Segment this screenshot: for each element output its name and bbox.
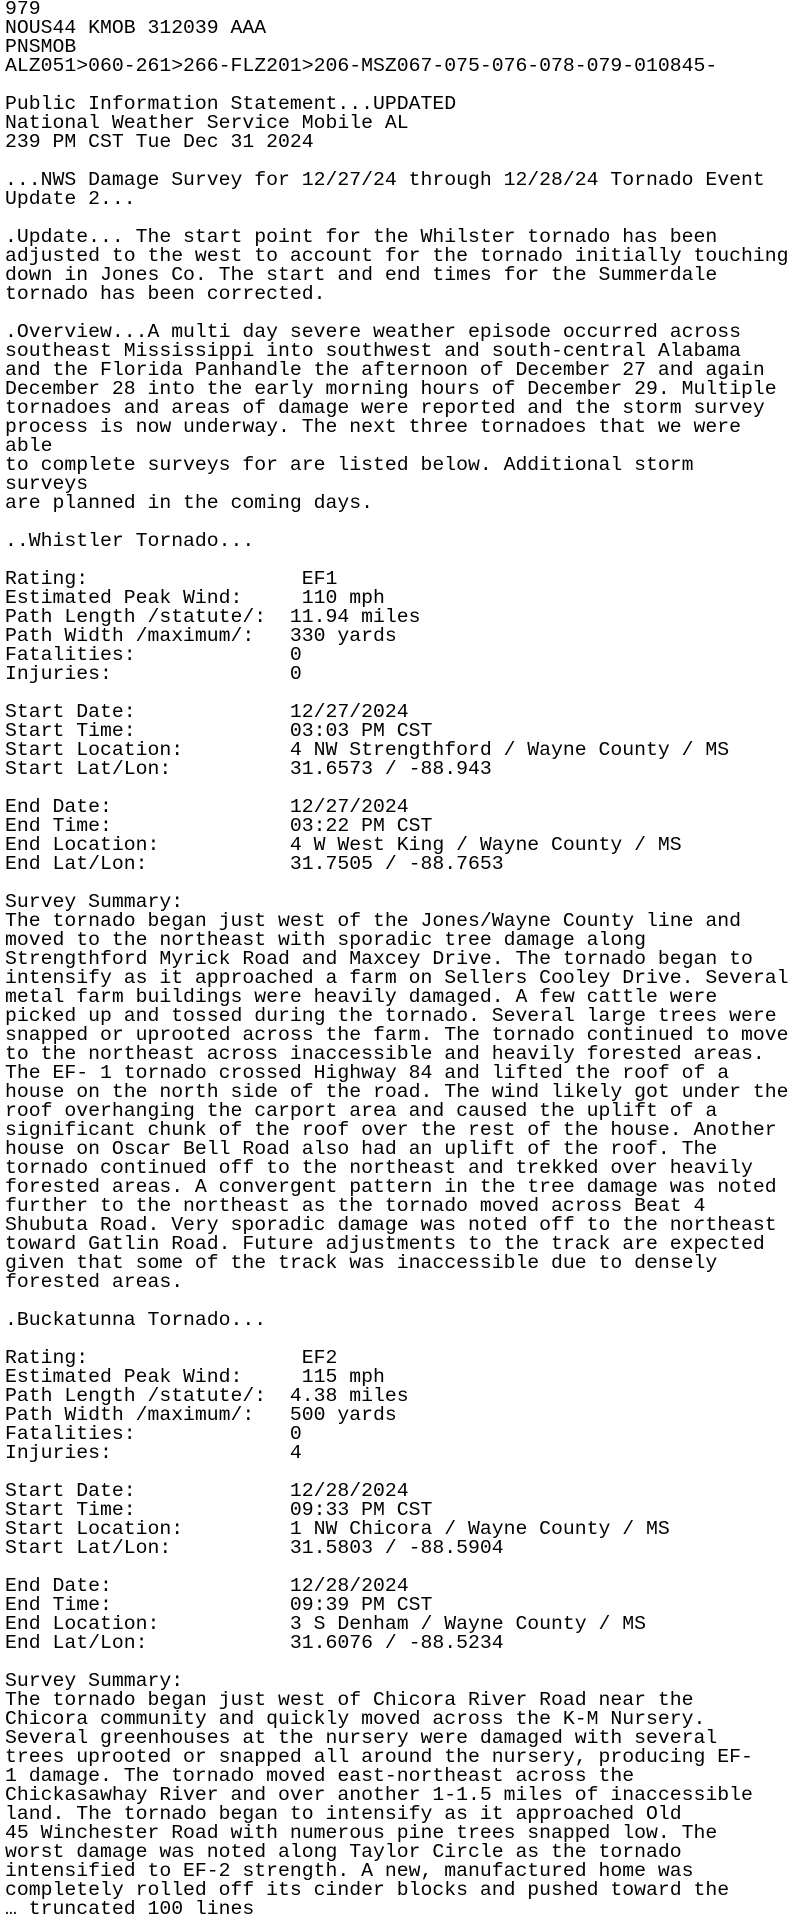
- text-line: Estimated Peak Wind: 110 mph: [5, 587, 385, 609]
- text-line: Injuries: 0: [5, 663, 302, 685]
- text-line: Path Width /maximum/: 500 yards: [5, 1404, 397, 1426]
- text-line: Chicora community and quickly moved across the K-M Nursery.: [5, 1708, 706, 1730]
- text-line: End Date: 12/28/2024: [5, 1575, 409, 1597]
- text-line: completely rolled off its cinder blocks and pushed toward the: [5, 1879, 730, 1901]
- text-line: 979: [5, 0, 41, 20]
- text-line: End Time: 03:22 PM CST: [5, 815, 433, 837]
- text-line: southeast Mississippi into southwest and south-central Alabama: [5, 340, 741, 362]
- text-line: End Lat/Lon: 31.7505 / -88.7653: [5, 853, 504, 875]
- truncation-note: … truncated 100 lines: [5, 1898, 255, 1920]
- text-line: and the Florida Panhandle the afternoon of December 27 and again: [5, 359, 765, 381]
- text-line: The EF- 1 tornado crossed Highway 84 and lifted the roof of a: [5, 1062, 730, 1084]
- text-line: ..Whistler Tornado...: [5, 530, 255, 552]
- text-line: End Location: 3 S Denham / Wayne County / MS: [5, 1613, 647, 1635]
- text-line: Start Lat/Lon: 31.6573 / -88.943: [5, 758, 492, 780]
- text-line: able: [5, 435, 53, 457]
- text-line: 1 damage. The tornado moved east-northeast across the: [5, 1765, 635, 1787]
- text-line: Start Time: 09:33 PM CST: [5, 1499, 433, 1521]
- text-line: Rating: EF1: [5, 568, 338, 590]
- text-line: The tornado began just west of the Jones/Wayne County line and: [5, 910, 741, 932]
- text-line: 239 PM CST Tue Dec 31 2024: [5, 131, 314, 153]
- text-line: to complete surveys for are listed below. Additional storm: [5, 454, 694, 476]
- text-line: Chickasawhay River and over another 1-1.5 miles of inaccessible: [5, 1784, 753, 1806]
- text-line: roof overhanging the carport area and caused the uplift of a: [5, 1100, 718, 1122]
- text-line: down in Jones Co. The start and end times for the Summerdale: [5, 264, 718, 286]
- text-line: intensified to EF-2 strength. A new, manufactured home was: [5, 1860, 694, 1882]
- text-line: End Location: 4 W West King / Wayne County / MS: [5, 834, 682, 856]
- text-line: land. The tornado began to intensify as it approached Old: [5, 1803, 682, 1825]
- text-line: Rating: EF2: [5, 1347, 338, 1369]
- text-line: Several greenhouses at the nursery were damaged with several: [5, 1727, 718, 1749]
- text-line: Start Date: 12/27/2024: [5, 701, 409, 723]
- text-line: Path Length /statute/: 4.38 miles: [5, 1385, 409, 1407]
- text-line: Survey Summary:: [5, 1670, 184, 1692]
- text-line: tornadoes and areas of damage were reported and the storm survey: [5, 397, 765, 419]
- text-line: Path Width /maximum/: 330 yards: [5, 625, 397, 647]
- text-line: given that some of the track was inaccessible due to densely: [5, 1252, 718, 1274]
- text-line: adjusted to the west to account for the tornado initially touching: [5, 245, 789, 267]
- text-line: Shubuta Road. Very sporadic damage was noted off to the northeast: [5, 1214, 777, 1236]
- text-line: Update 2...: [5, 188, 136, 210]
- text-line: snapped or uprooted across the farm. The tornado continued to move: [5, 1024, 789, 1046]
- text-line: further to the northeast as the tornado moved across Beat 4: [5, 1195, 706, 1217]
- text-line: are planned in the coming days.: [5, 492, 373, 514]
- text-line: Start Location: 4 NW Strengthford / Wayne County / MS: [5, 739, 730, 761]
- text-line: intensify as it approached a farm on Sellers Cooley Drive. Several: [5, 967, 789, 989]
- text-line: forested areas. A convergent pattern in the tree damage was noted: [5, 1176, 777, 1198]
- text-line: End Time: 09:39 PM CST: [5, 1594, 433, 1616]
- text-line: surveys: [5, 473, 89, 495]
- text-line: National Weather Service Mobile AL: [5, 112, 409, 134]
- text-line: to the northeast across inaccessible and heavily forested areas.: [5, 1043, 765, 1065]
- text-line: End Date: 12/27/2024: [5, 796, 409, 818]
- text-line: moved to the northeast with sporadic tree damage along: [5, 929, 647, 951]
- text-line: house on Oscar Bell Road also had an uplift of the roof. The: [5, 1138, 718, 1160]
- text-line: Start Time: 03:03 PM CST: [5, 720, 433, 742]
- text-line: tornado continued off to the northeast and trekked over heavily: [5, 1157, 753, 1179]
- text-line: Public Information Statement...UPDATED: [5, 93, 457, 115]
- text-line: ...NWS Damage Survey for 12/27/24 through 12/28/24 Tornado Event: [5, 169, 765, 191]
- text-line: ALZ051>060-261>266-FLZ201>206-MSZ067-075-076-078-079-010845-: [5, 55, 718, 77]
- text-line: Fatalities: 0: [5, 644, 302, 666]
- text-line: tornado has been corrected.: [5, 283, 326, 305]
- text-line: metal farm buildings were heavily damaged. A few cattle were: [5, 986, 718, 1008]
- text-line: .Overview...A multi day severe weather episode occurred across: [5, 321, 741, 343]
- text-line: Start Location: 1 NW Chicora / Wayne County / MS: [5, 1518, 670, 1540]
- text-line: Survey Summary:: [5, 891, 184, 913]
- text-line: Fatalities: 0: [5, 1423, 302, 1445]
- text-line: house on the north side of the road. The wind likely got under the: [5, 1081, 789, 1103]
- text-line: End Lat/Lon: 31.6076 / -88.5234: [5, 1632, 504, 1654]
- text-line: forested areas.: [5, 1271, 184, 1293]
- text-line: NOUS44 KMOB 312039 AAA: [5, 17, 267, 39]
- text-line: 45 Winchester Road with numerous pine trees snapped low. The: [5, 1822, 718, 1844]
- text-line: Path Length /statute/: 11.94 miles: [5, 606, 421, 628]
- text-line: .Buckatunna Tornado...: [5, 1309, 267, 1331]
- text-line: The tornado began just west of Chicora River Road near the: [5, 1689, 694, 1711]
- text-line: Estimated Peak Wind: 115 mph: [5, 1366, 385, 1388]
- text-line: toward Gatlin Road. Future adjustments to the track are expected: [5, 1233, 765, 1255]
- text-line: Start Lat/Lon: 31.5803 / -88.5904: [5, 1537, 504, 1559]
- text-line: December 28 into the early morning hours of December 29. Multiple: [5, 378, 777, 400]
- text-line: Injuries: 4: [5, 1442, 302, 1464]
- text-line: Start Date: 12/28/2024: [5, 1480, 409, 1502]
- text-line: PNSMOB: [5, 36, 77, 58]
- text-line: worst damage was noted along Taylor Circle as the tornado: [5, 1841, 682, 1863]
- text-line: Strengthford Myrick Road and Maxcey Drive. The tornado began to: [5, 948, 753, 970]
- text-line: trees uprooted or snapped all around the nursery, producing EF-: [5, 1746, 753, 1768]
- text-line: significant chunk of the roof over the rest of the house. Another: [5, 1119, 777, 1141]
- text-line: picked up and tossed during the tornado. Several large trees were: [5, 1005, 777, 1027]
- text-line: .Update... The start point for the Whilster tornado has been: [5, 226, 718, 248]
- text-line: process is now underway. The next three tornadoes that we were: [5, 416, 741, 438]
